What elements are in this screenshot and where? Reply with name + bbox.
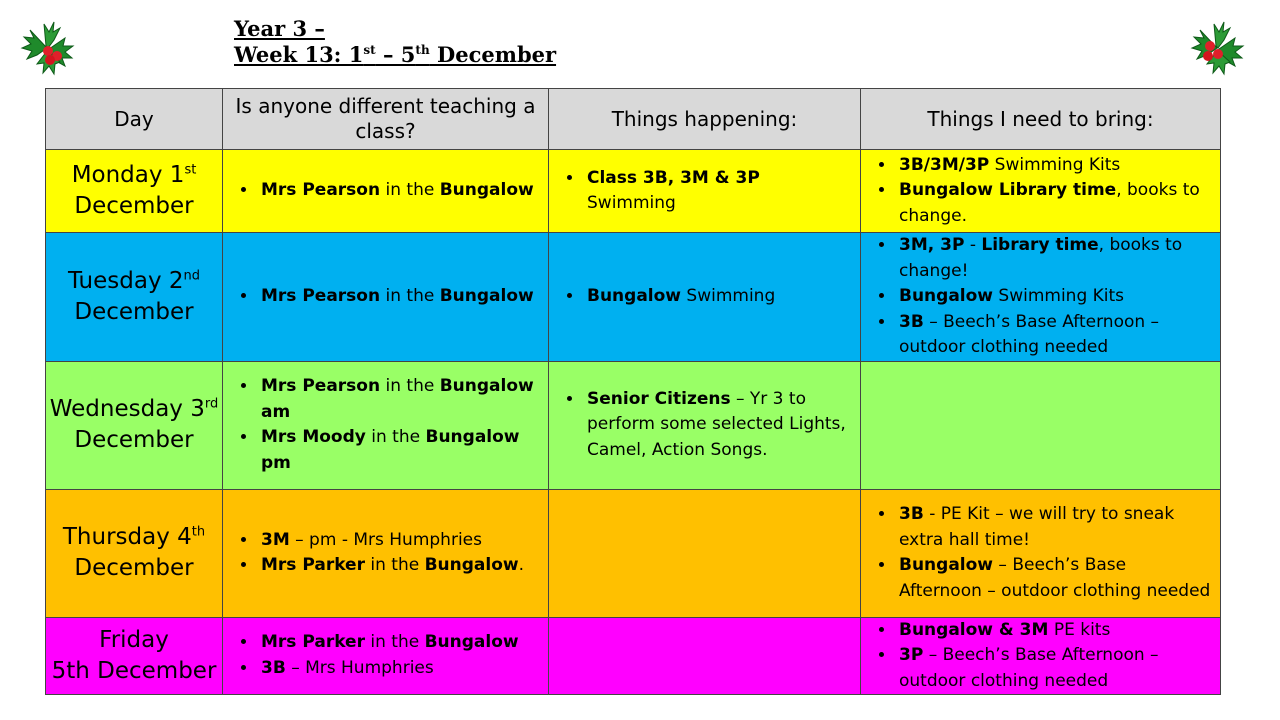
bring-cell [861, 233, 1221, 362]
bold-text: Library time [981, 235, 1099, 255]
table-header-row [46, 89, 1221, 150]
bring-cell [861, 361, 1221, 489]
day-ordinal: nd [183, 268, 201, 284]
day-month: December [74, 555, 194, 581]
list-item [896, 553, 1214, 604]
bold-text: Senior Citizens [587, 388, 731, 409]
header-bring: Things I need to bring: [861, 89, 1221, 150]
list-item [896, 233, 1214, 284]
happening-cell [549, 361, 861, 489]
day-name: Wednesday 3 [49, 396, 205, 422]
happening-cell [549, 489, 861, 617]
list-item [896, 502, 1214, 553]
list-item [584, 387, 854, 464]
holly-icon [1190, 18, 1246, 76]
item-text: Swimming Kits [989, 154, 1121, 175]
day-name: Monday 1 [71, 162, 185, 188]
day-month: December [74, 193, 194, 219]
teaching-cell [223, 150, 549, 233]
bold-text: 3M [261, 529, 290, 550]
teaching-cell [223, 361, 549, 489]
bold-text: Bungalow [899, 286, 994, 306]
item-text: in the [380, 376, 440, 396]
bold-text: Mrs Parker [261, 555, 365, 575]
day-month: 5th December [51, 657, 217, 684]
item-text: – Beech’s Base Afternoon – outdoor clothing needed [899, 555, 1211, 601]
bold-text: Mrs Pearson [261, 180, 381, 201]
bold-text: 3B [261, 657, 286, 678]
title-line-2: Week 13: 1st – 5th December [234, 42, 557, 67]
list-item [258, 425, 542, 476]
bold-text: Bungalow [424, 632, 519, 653]
item-text: Swimming [681, 286, 776, 306]
list-item [896, 153, 1214, 179]
bring-cell [861, 617, 1221, 695]
list-item [896, 618, 1214, 644]
table-row-friday [46, 617, 1221, 695]
day-ordinal: th [191, 524, 206, 540]
list-item [258, 178, 542, 204]
list-item [258, 528, 542, 554]
day-cell [46, 617, 223, 695]
item-text: , books to change. [899, 180, 1200, 226]
bold-text: Mrs Moody [261, 427, 366, 447]
day-name: Friday [99, 626, 169, 653]
bold-text: Bungalow am [261, 376, 534, 422]
header-day: Day [46, 89, 223, 150]
item-text: - [964, 235, 982, 255]
day-month: December [74, 427, 194, 453]
holly-icon [20, 18, 76, 76]
list-item [896, 643, 1214, 694]
table-row-wednesday [46, 361, 1221, 489]
list-item [258, 284, 542, 310]
item-text: – Yr 3 to perform some selected Lights, Camel, Action Songs. [587, 388, 846, 460]
bold-text: 3B/3M/3P [899, 154, 990, 175]
day-cell [46, 361, 223, 489]
bold-text: 3B [899, 504, 924, 524]
bold-text: Bungalow Library time [899, 180, 1117, 201]
bring-cell [861, 489, 1221, 617]
bold-text: Bungalow [424, 555, 519, 575]
bold-text: Bungalow & 3M [899, 619, 1049, 640]
teaching-cell [223, 489, 549, 617]
item-text: – pm - Mrs Humphries [289, 529, 482, 550]
happening-cell [549, 617, 861, 695]
item-text: in the [364, 632, 425, 653]
bold-text: Bungalow [899, 555, 994, 575]
item-text: PE kits [1048, 619, 1111, 640]
item-text: in the [380, 180, 440, 201]
header-teaching: Is anyone different teaching a class? [223, 89, 549, 150]
bold-text: Bungalow [439, 286, 534, 306]
item-text: – Beech’s Base Afternoon – outdoor clothing needed [899, 645, 1159, 691]
bold-text: Bungalow pm [261, 427, 520, 473]
day-name: Thursday 4 [62, 524, 192, 550]
list-item [584, 284, 854, 310]
item-text: - PE Kit – we will try to sneak extra hall time! [899, 504, 1175, 550]
bold-text: Mrs Parker [261, 632, 365, 653]
bold-text: Mrs Pearson [261, 286, 381, 306]
bold-text: Class 3B, 3M & 3P [587, 167, 760, 188]
happening-cell [549, 150, 861, 233]
bold-text: Bungalow [587, 286, 682, 306]
day-cell [46, 489, 223, 617]
bold-text: 3M, 3P [899, 235, 965, 255]
item-text: in the [364, 555, 425, 575]
list-item [258, 374, 542, 425]
page-title [234, 16, 556, 68]
teaching-cell [223, 617, 549, 695]
bring-cell [861, 150, 1221, 233]
bold-text: 3B [899, 311, 924, 332]
list-item [896, 284, 1214, 310]
item-text: Swimming [587, 193, 676, 213]
day-month: December [74, 298, 194, 325]
list-item [258, 656, 542, 682]
item-text: in the [365, 427, 426, 447]
teaching-cell [223, 233, 549, 362]
table-row-thursday [46, 489, 1221, 617]
item-text: in the [380, 286, 440, 306]
item-text: – Mrs Humphries [285, 657, 434, 678]
weekly-timetable [45, 88, 1221, 695]
item-text: , books to change! [899, 235, 1183, 281]
day-cell [46, 233, 223, 362]
title-line-1: Year 3 – [234, 16, 325, 41]
header-happening: Things happening: [549, 89, 861, 150]
bold-text: Mrs Pearson [261, 376, 381, 396]
day-name: Tuesday 2 [67, 267, 184, 294]
table-row-tuesday [46, 233, 1221, 362]
bold-text: Bungalow [439, 180, 534, 201]
happening-cell [549, 233, 861, 362]
item-text: Swimming Kits [993, 286, 1125, 306]
list-item [896, 178, 1214, 229]
table-row-monday [46, 150, 1221, 233]
item-text: – Beech’s Base Afternoon – outdoor clothing needed [899, 311, 1160, 357]
bold-text: 3P [899, 645, 924, 665]
item-text: . [518, 555, 524, 575]
day-cell [46, 150, 223, 233]
list-item [584, 166, 854, 217]
day-ordinal: st [184, 162, 197, 178]
day-ordinal: rd [204, 396, 219, 412]
list-item [896, 310, 1214, 361]
list-item [258, 553, 542, 579]
list-item [258, 630, 542, 656]
